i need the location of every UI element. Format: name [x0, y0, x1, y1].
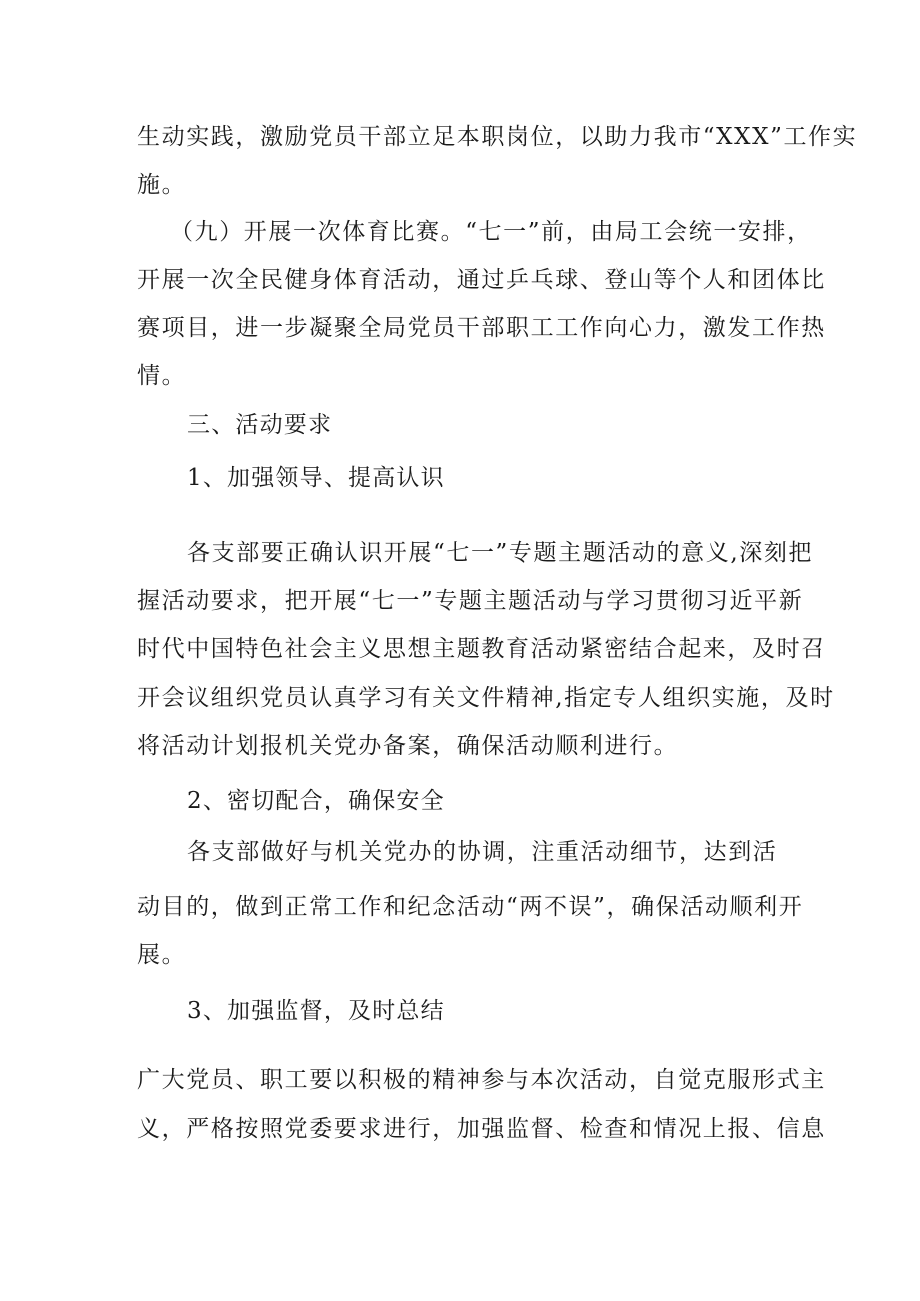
paragraph-line: 握活动要求，把开展“七一”专题主题活动与学习贯彻习近平新	[137, 588, 804, 614]
paragraph-line: 各支部要正确认识开展“七一”专题主题活动的意义,深刻把	[187, 540, 814, 566]
paragraph-line: 赛项目，进一步凝聚全局党员干部职工工作向心力，激发工作热	[137, 315, 826, 341]
paragraph-line: （九）开展一次体育比赛。“七一”前，由局工会统一安排，	[170, 219, 812, 245]
paragraph-line: 生动实践，激励党员干部立足本职岗位，以助力我市“XXX”工作实	[137, 124, 858, 150]
paragraph-line: 广大党员、职工要以积极的精神参与本次活动，自觉克服形式主	[137, 1067, 826, 1093]
paragraph-line: 义，严格按照党委要求进行，加强监督、检查和情况上报、信息	[137, 1116, 826, 1142]
paragraph-line: 开会议组织党员认真学习有关文件精神,指定专人组织实施，及时	[137, 685, 835, 711]
subsection-heading: 2、密切配合，确保安全	[187, 788, 445, 814]
section-heading: 三、活动要求	[187, 412, 333, 438]
paragraph-line: 时代中国特色社会主义思想主题教育活动紧密结合起来，及时召	[137, 636, 826, 662]
paragraph-line: 动目的，做到正常工作和纪念活动“两不误”，确保活动顺利开	[137, 894, 804, 920]
paragraph-line: 情。	[137, 363, 187, 389]
paragraph-line: 施。	[137, 172, 187, 198]
paragraph-line: 展。	[137, 942, 187, 968]
subsection-heading: 3、加强监督，及时总结	[187, 998, 445, 1024]
paragraph-line: 将活动计划报机关党办备案，确保活动顺利进行。	[137, 733, 679, 759]
paragraph-line: 开展一次全民健身体育活动，通过乒乓球、登山等个人和团体比	[137, 267, 826, 293]
subsection-heading: 1、加强领导、提高认识	[187, 465, 445, 491]
paragraph-line: 各支部做好与机关党办的协调，注重活动细节，达到活	[187, 839, 778, 865]
